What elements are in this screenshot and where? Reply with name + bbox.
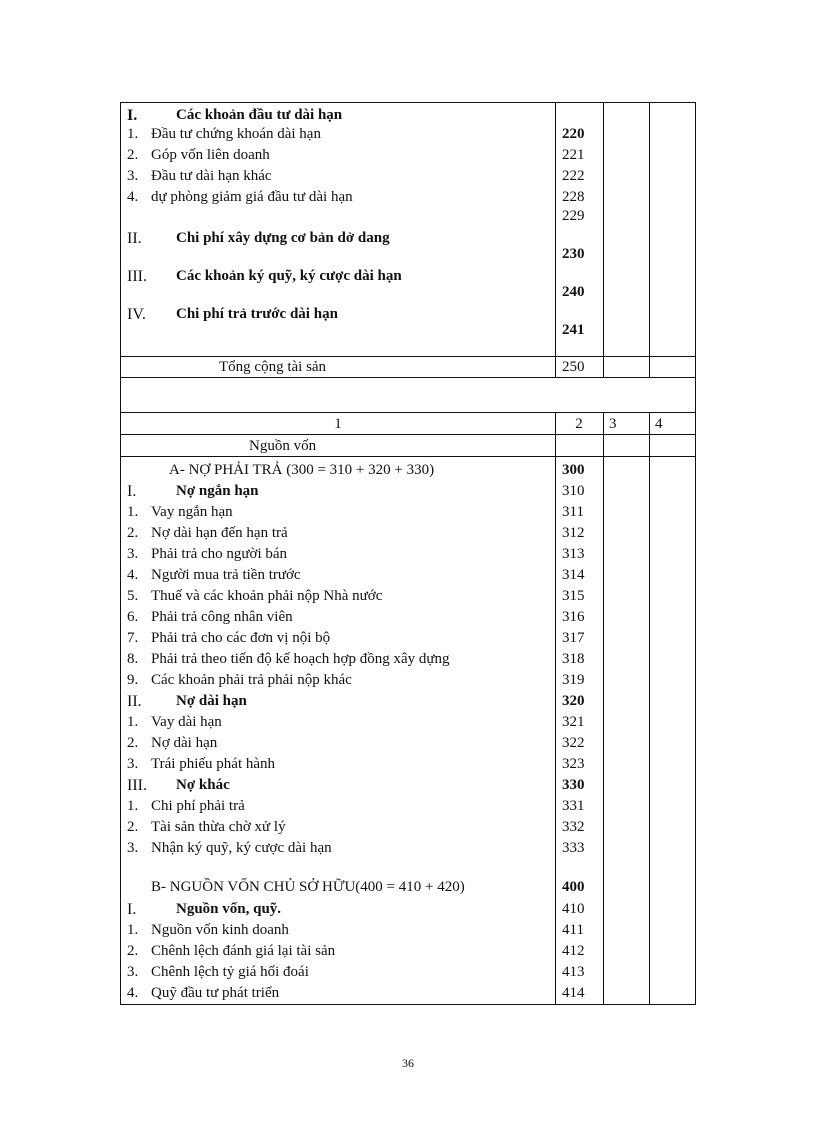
liabilities-equity-block <box>120 456 696 1005</box>
row-number: 3. <box>127 756 139 772</box>
row-label: Nguồn vốn kinh doanh <box>151 922 289 938</box>
table-row <box>121 754 695 775</box>
row-label: Nhận ký quỹ, ký cược dài hạn <box>151 840 332 856</box>
row-code: 413 <box>562 964 585 980</box>
table-row <box>121 962 695 983</box>
table-row <box>121 166 695 187</box>
group-row <box>121 481 695 502</box>
row-number: 1. <box>127 922 139 938</box>
row-number: 2. <box>127 943 139 959</box>
row-number: I. <box>127 107 138 124</box>
table-row <box>121 187 695 208</box>
header-row <box>121 414 695 435</box>
assets-block <box>120 102 696 357</box>
row-number: 9. <box>127 672 139 688</box>
row-label: Phải trả cho các đơn vị nội bộ <box>151 630 331 646</box>
table-row <box>121 670 695 691</box>
row-label: Trái phiếu phát hành <box>151 756 276 772</box>
row-label: Đầu tư dài hạn khác <box>151 168 272 184</box>
row-label: Quỹ đầu tư phát triển <box>151 985 280 1001</box>
column-header: 2 <box>575 416 583 432</box>
row-code: 220 <box>562 126 585 142</box>
row-number: III. <box>127 268 147 285</box>
group-row <box>121 691 695 712</box>
table-row <box>121 941 695 962</box>
table-row <box>121 523 695 544</box>
column-header: 4 <box>655 416 663 432</box>
row-code: 312 <box>562 525 585 541</box>
row-code: 411 <box>562 922 584 938</box>
row-number: 7. <box>127 630 139 646</box>
sources-title: Nguồn vốn <box>249 438 317 454</box>
row-code: 313 <box>562 546 585 562</box>
row-number: II. <box>127 693 142 710</box>
row-number: 3. <box>127 546 139 562</box>
row-code: 322 <box>562 735 585 751</box>
row-label: Chi phí xây dựng cơ bản dở dang <box>176 230 390 246</box>
row-label: Nợ ngắn hạn <box>176 483 259 499</box>
row-label: Phải trả theo tiến độ kế hoạch hợp đồng xây dựng <box>151 651 450 667</box>
total-row <box>121 357 695 378</box>
row-label: Phải trả công nhân viên <box>151 609 293 625</box>
row-number: 2. <box>127 819 139 835</box>
row-number: 1. <box>127 504 139 520</box>
row-code: 333 <box>562 840 585 856</box>
section-code-row <box>121 244 695 265</box>
row-label: Nợ dài hạn đến hạn trả <box>151 525 288 541</box>
row-number: I. <box>127 483 137 500</box>
row-code: 400 <box>562 879 585 895</box>
row-label: Người mua trả tiền trước <box>151 567 301 583</box>
row-code: 330 <box>562 777 585 793</box>
column-header: 3 <box>609 416 617 432</box>
table-row <box>121 607 695 628</box>
row-label: dự phòng giảm giá đầu tư dài hạn <box>151 189 353 205</box>
row-number: 2. <box>127 735 139 751</box>
table-row <box>121 124 695 145</box>
row-number: 1. <box>127 798 139 814</box>
table-row <box>121 712 695 733</box>
row-code: 222 <box>562 168 585 184</box>
sources-row <box>121 436 695 457</box>
total-assets-label: Tổng cộng tài sản <box>219 359 327 375</box>
row-label: Thuế và các khoản phải nộp Nhà nước <box>151 588 383 604</box>
row-code: 410 <box>562 901 585 917</box>
row-code: 332 <box>562 819 585 835</box>
row-code: 412 <box>562 943 585 959</box>
table-row <box>121 544 695 565</box>
row-code: 317 <box>562 630 585 646</box>
group-row <box>121 899 695 920</box>
row-label: Chi phí phải trả <box>151 798 245 814</box>
row-code: 331 <box>562 798 585 814</box>
row-code: 241 <box>562 322 585 338</box>
row-code: 221 <box>562 147 585 163</box>
table-row <box>121 796 695 817</box>
row-label: Vay ngắn hạn <box>151 504 233 520</box>
row-number: 4. <box>127 985 139 1001</box>
row-number: 6. <box>127 609 139 625</box>
row-number: III. <box>127 777 147 794</box>
row-label: Nợ dài hạn <box>176 693 247 709</box>
row-code: 228 <box>562 189 585 205</box>
row-number: 4. <box>127 567 139 583</box>
spacer-row <box>120 377 696 413</box>
row-code: 320 <box>562 693 585 709</box>
row-label: B- NGUỒN VỐN CHỦ SỞ HỮU(400 = 410 + 420) <box>151 879 465 895</box>
row-number: IV. <box>127 306 146 323</box>
row-label: Vay dài hạn <box>151 714 222 730</box>
row-code: 229 <box>562 208 585 224</box>
row-number: I. <box>127 901 137 918</box>
table-row <box>121 628 695 649</box>
row-code: 311 <box>562 504 584 520</box>
sources-title-row <box>120 434 696 457</box>
table-row <box>121 145 695 166</box>
row-code: 315 <box>562 588 585 604</box>
column-header-row <box>120 412 696 435</box>
row-label: Các khoản ký quỹ, ký cược dài hạn <box>176 268 402 284</box>
column-header: 1 <box>334 416 342 432</box>
row-label: Chênh lệch đánh giá lại tài sản <box>151 943 336 959</box>
table-row <box>121 838 695 859</box>
table-row <box>121 502 695 523</box>
row-code: 240 <box>562 284 585 300</box>
row-code: 323 <box>562 756 585 772</box>
table-row <box>121 817 695 838</box>
row-label: Chênh lệch tỷ giá hối đoái <box>151 964 309 980</box>
section-code-row <box>121 320 695 341</box>
equity-title-row <box>121 877 695 898</box>
row-label: A- NỢ PHẢI TRẢ (300 = 310 + 320 + 330) <box>169 462 435 478</box>
row-label: Đầu tư chứng khoán dài hạn <box>151 126 321 142</box>
total-assets-row <box>120 356 696 378</box>
row-label: Các khoản phải trả phải nộp khác <box>151 672 352 688</box>
investments-heading-row <box>121 105 695 126</box>
table-row <box>121 920 695 941</box>
row-code: 300 <box>562 462 585 478</box>
row-code: 230 <box>562 246 585 262</box>
row-code: 414 <box>562 985 585 1001</box>
row-label: Các khoản đầu tư dài hạn <box>176 107 343 123</box>
row-code: 321 <box>562 714 585 730</box>
row-number: 8. <box>127 651 139 667</box>
row-label: Góp vốn liên doanh <box>151 147 270 163</box>
table-row <box>121 983 695 1004</box>
row-code: 319 <box>562 672 585 688</box>
row-number: II. <box>127 230 142 247</box>
row-code: 318 <box>562 651 585 667</box>
row-code: 310 <box>562 483 585 499</box>
row-number: 5. <box>127 588 139 604</box>
liabilities-title-row <box>121 460 695 481</box>
row-label: Phải trả cho người bán <box>151 546 288 562</box>
table-row <box>121 565 695 586</box>
total-assets-code: 250 <box>562 359 585 375</box>
row-number: 4. <box>127 189 139 205</box>
row-label: Tài sản thừa chờ xử lý <box>151 819 286 835</box>
row-number: 3. <box>127 964 139 980</box>
row-label: Nợ khác <box>176 777 230 793</box>
row-label: Nợ dài hạn <box>151 735 218 751</box>
page-number: 36 <box>402 1056 414 1070</box>
table-row <box>121 206 695 227</box>
row-number: 2. <box>127 147 139 163</box>
row-code: 316 <box>562 609 585 625</box>
table-row <box>121 649 695 670</box>
section-code-row <box>121 282 695 303</box>
row-number: 1. <box>127 714 139 730</box>
table-row <box>121 586 695 607</box>
table-row <box>121 733 695 754</box>
row-label: Nguồn vốn, quỹ. <box>176 901 282 917</box>
group-row <box>121 775 695 796</box>
row-number: 1. <box>127 126 139 142</box>
row-label: Chi phí trả trước dài hạn <box>176 306 338 322</box>
row-code: 314 <box>562 567 585 583</box>
row-number: 3. <box>127 840 139 856</box>
row-number: 2. <box>127 525 139 541</box>
row-number: 3. <box>127 168 139 184</box>
